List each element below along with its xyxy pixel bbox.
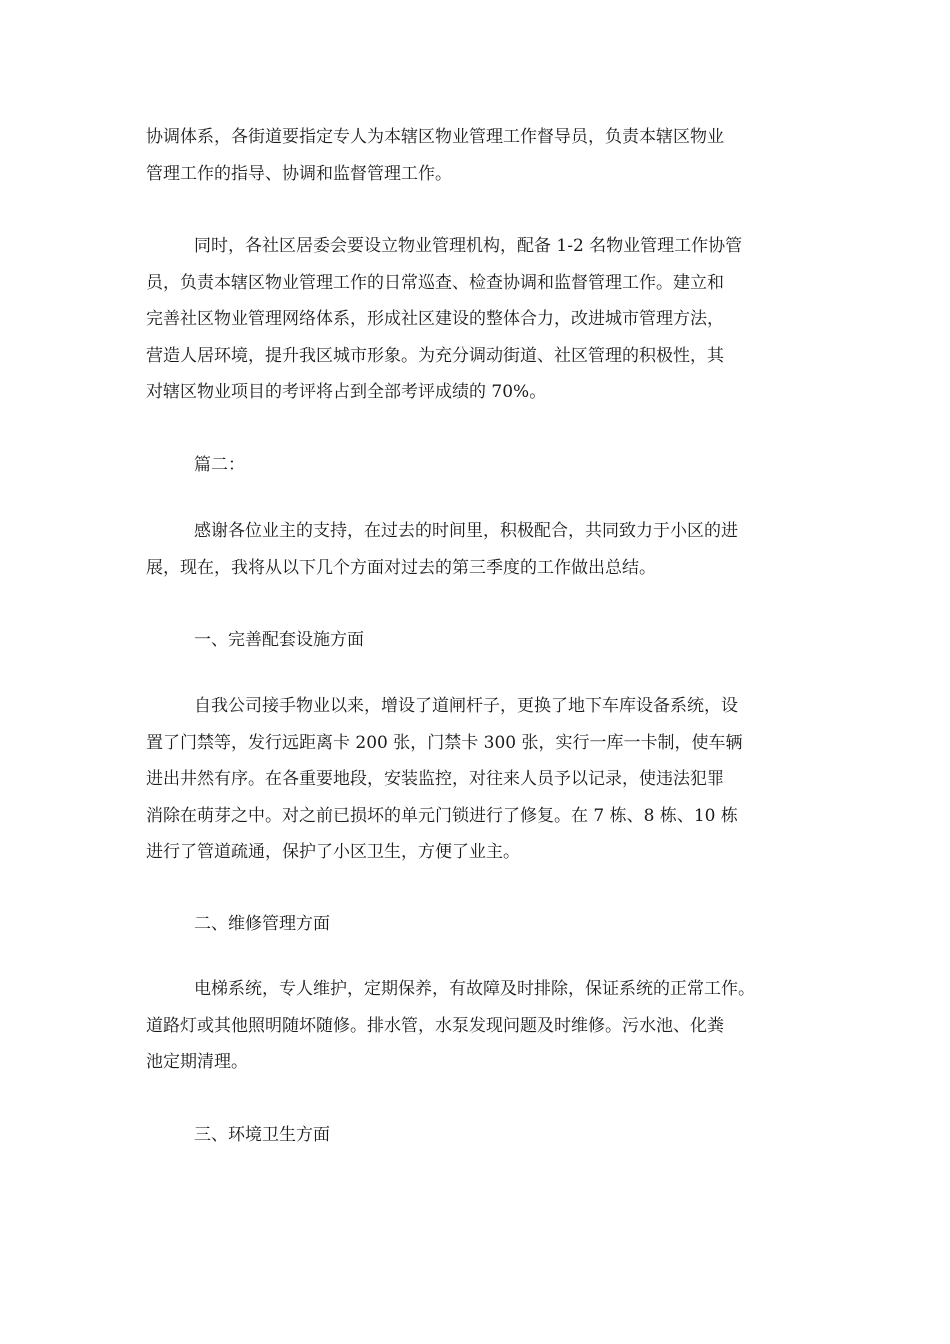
section-heading-part-two <box>146 447 806 484</box>
section-heading-maintenance <box>146 906 806 943</box>
paragraph-line: 协调体系，各街道要指定专人为本辖区物业管理工作督导员，负责本辖区物业 <box>146 127 724 147</box>
paragraph-line: 营造人居环境，提升我区城市形象。为充分调动街道、社区管理的积极性，其 <box>146 345 724 366</box>
paragraph-6 <box>146 688 806 871</box>
paragraph-line: 池定期清理。 <box>146 1052 248 1072</box>
section-heading-facilities <box>146 622 806 659</box>
paragraph-line: 员，负责本辖区物业管理工作的日常巡查、检查协调和监督管理工作。建立和 <box>146 272 724 293</box>
paragraph-line: 置了门禁等，发行远距离卡 200 张，门禁卡 300 张，实行一库一卡制，使车辆 <box>146 732 743 753</box>
paragraph-4 <box>146 513 806 586</box>
paragraph-line: 同时，各社区居委会要设立物业管理机构，配备 1-2 名物业管理工作协管 <box>194 236 743 256</box>
paragraph-line: 进行了管道疏通，保护了小区卫生，方便了业主。 <box>146 842 520 862</box>
heading-line: 篇二： <box>194 455 245 475</box>
section-heading-sanitation <box>146 1117 806 1154</box>
paragraph-1 <box>146 119 806 192</box>
paragraph-line: 消除在萌芽之中。对之前已损坏的单元门锁进行了修复。在 7 栋、8 栋、10 栋 <box>146 805 738 826</box>
paragraph-line: 电梯系统，专人维护，定期保养，有故障及时排除，保证系统的正常工作。 <box>194 979 755 999</box>
paragraph-8 <box>146 971 806 1081</box>
paragraph-line: 自我公司接手物业以来，增设了道闸杆子，更换了地下车库设备系统，设 <box>194 696 738 716</box>
heading-line: 二、维修管理方面 <box>194 914 330 934</box>
paragraph-line: 进出井然有序。在各重要地段，安装监控，对往来人员予以记录，使违法犯罪 <box>146 769 724 789</box>
paragraph-line: 道路灯或其他照明随坏随修。排水管，水泵发现问题及时维修。污水池、化粪 <box>146 1015 724 1036</box>
paragraph-line: 展，现在，我将从以下几个方面对过去的第三季度的工作做出总结。 <box>146 557 656 578</box>
paragraph-line: 完善社区物业管理网络体系，形成社区建设的整体合力，改进城市管理方法， <box>146 309 724 329</box>
paragraph-line: 感谢各位业主的支持，在过去的时间里，积极配合，共同致力于小区的进 <box>194 521 738 541</box>
paragraph-line: 对辖区物业项目的考评将占到全部考评成绩的 70%。 <box>146 382 547 402</box>
paragraph-line: 管理工作的指导、协调和监督管理工作。 <box>146 163 452 184</box>
paragraph-2 <box>146 228 806 411</box>
heading-line: 一、完善配套设施方面 <box>194 630 364 650</box>
heading-line: 三、环境卫生方面 <box>194 1125 330 1145</box>
